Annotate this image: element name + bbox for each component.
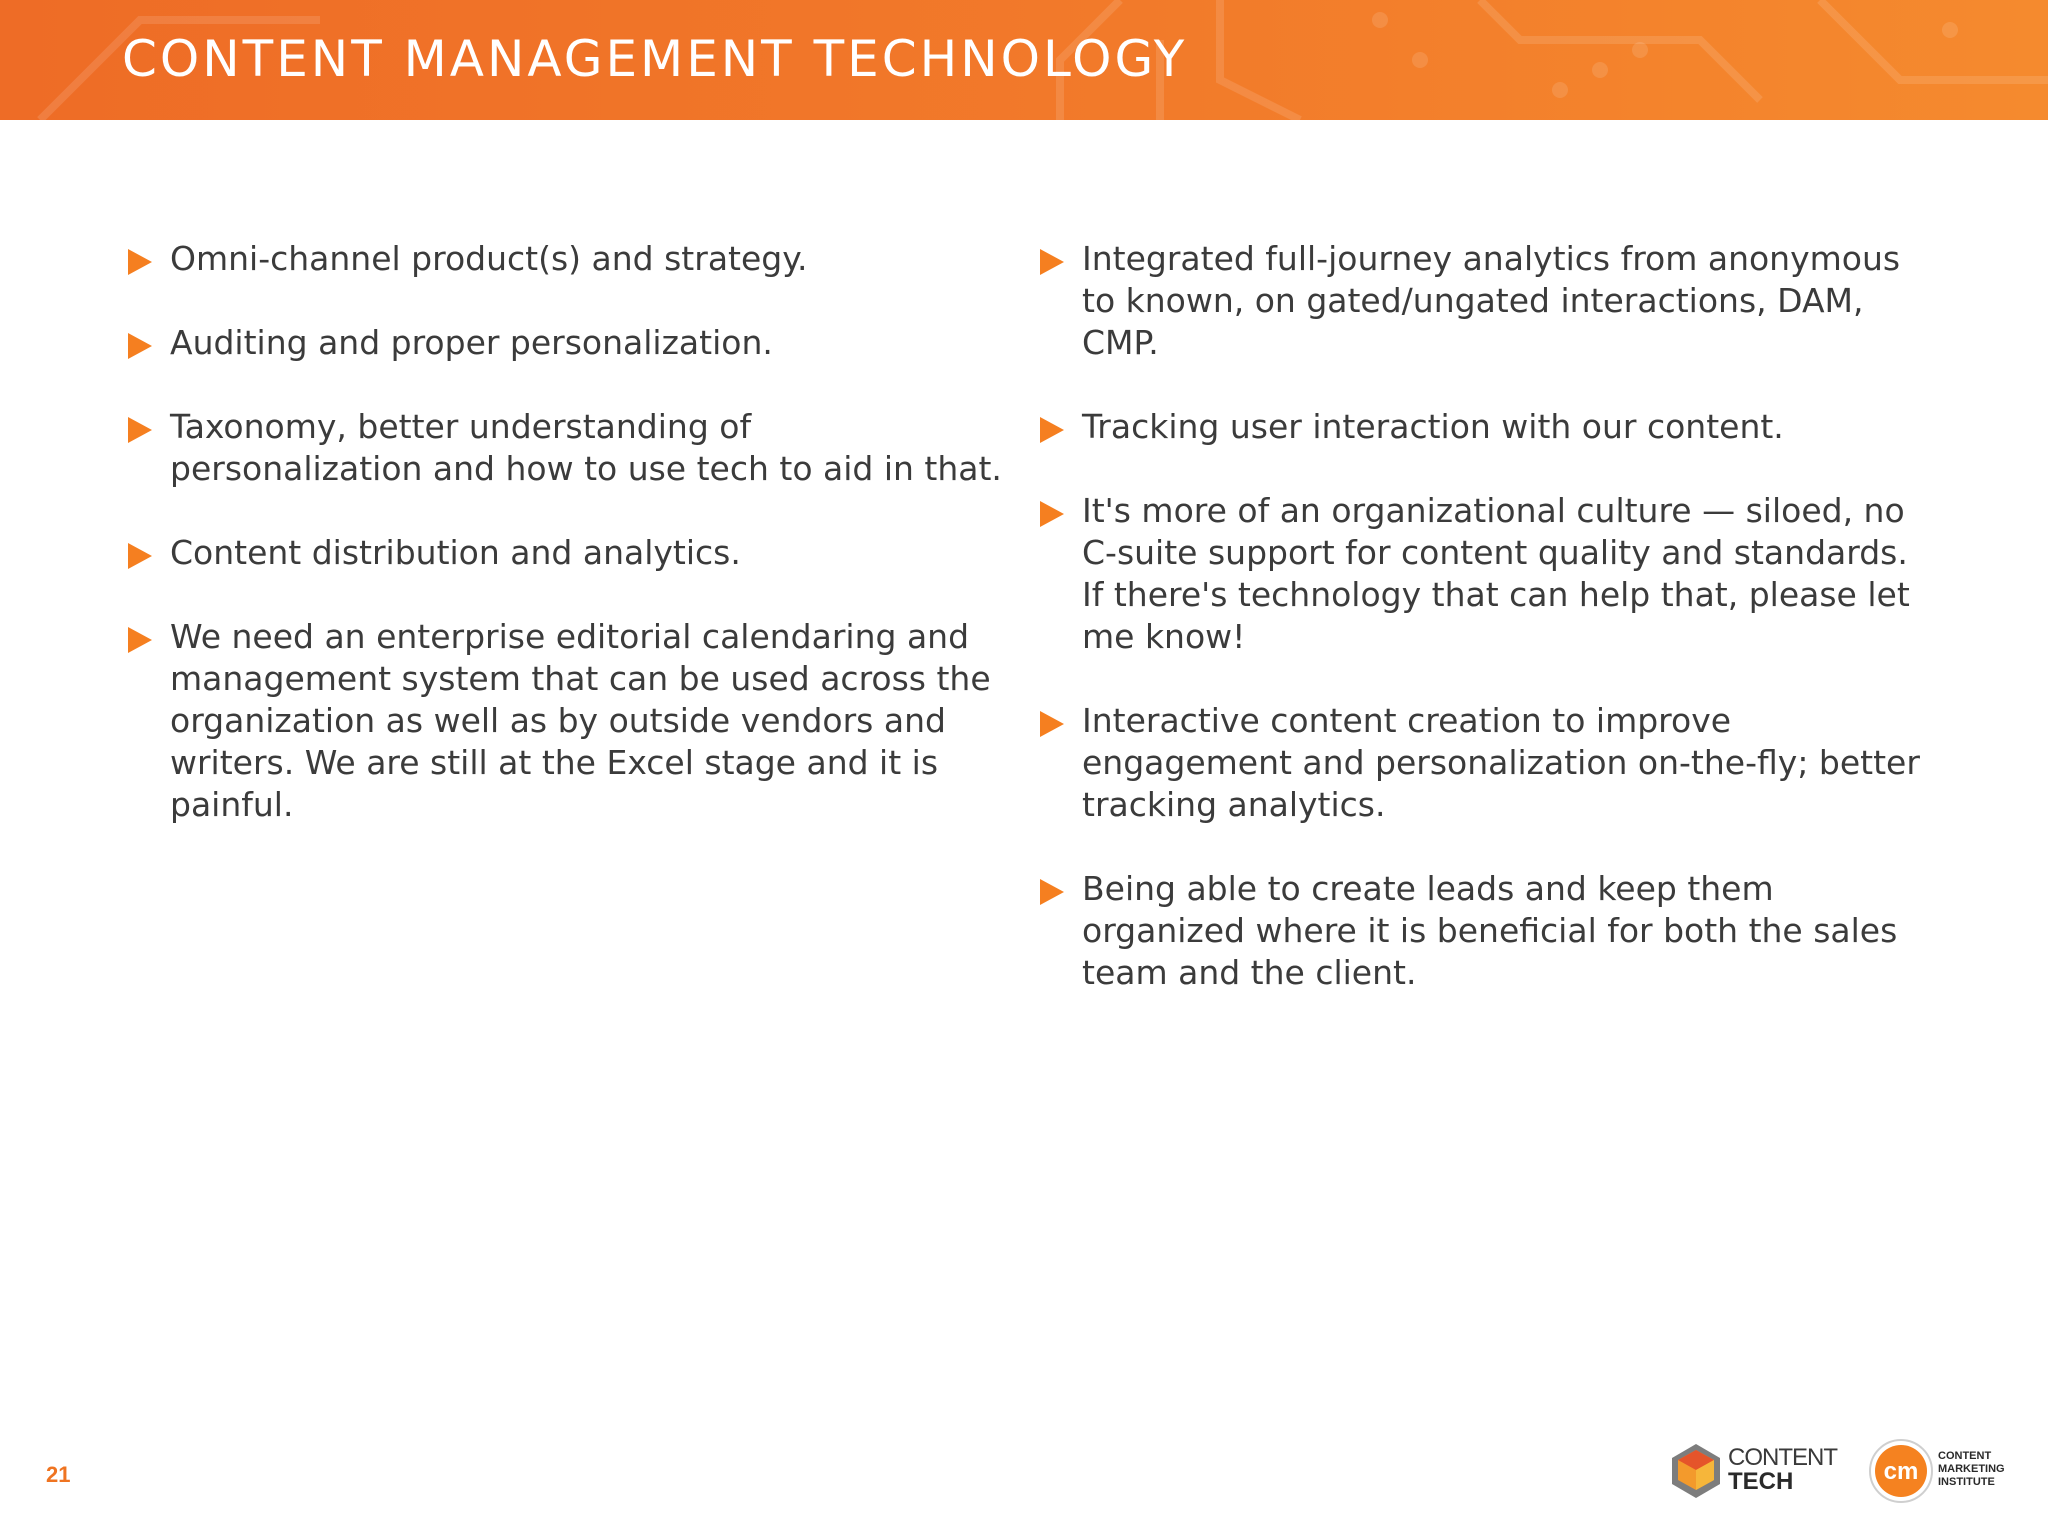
bullet-text: We need an enterprise editorial calendaring and management system that can be used across the organization as well as by outside vendors and writers. We are still at the Excel stage and it is painful. <box>170 617 991 824</box>
cmi-circle-logo-icon <box>1868 1438 1934 1504</box>
hexagon-logo-icon <box>1666 1440 1726 1500</box>
page-title: CONTENT MANAGEMENT TECHNOLOGY <box>122 30 1188 88</box>
bullet-text: Auditing and proper personalization. <box>170 323 773 362</box>
bullet-item <box>126 322 1006 364</box>
content-tech-logo <box>1666 1440 1846 1504</box>
bullet-triangle-icon <box>1040 501 1064 527</box>
right-bullet-column <box>1038 238 1938 1036</box>
bullet-triangle-icon <box>128 249 152 275</box>
page-number: 21 <box>46 1462 71 1487</box>
cmi-logo <box>1868 1438 2028 1508</box>
svg-text:cm: cm <box>1883 1458 1919 1485</box>
bullet-triangle-icon <box>1040 711 1064 737</box>
bullet-triangle-icon <box>1040 417 1064 443</box>
bullet-item <box>1038 700 1938 826</box>
bullet-text: Interactive content creation to improve engagement and personalization on-the-fly; better tracking analytics. <box>1082 701 1920 824</box>
left-bullet-column <box>126 238 1006 868</box>
bullet-item <box>126 616 1006 826</box>
bullet-item <box>126 406 1006 490</box>
cmi-line-2: MARKETING <box>1938 1463 2005 1475</box>
header-banner <box>0 0 2048 120</box>
bullet-triangle-icon <box>128 543 152 569</box>
logo-text-tech: TECH <box>1728 1468 1794 1495</box>
logo-text-content: CONTENT <box>1728 1444 1837 1471</box>
bullet-triangle-icon <box>128 417 152 443</box>
bullet-text: It's more of an organizational culture — siloed, no C-suite support for content quality and standards. If there's technology that can help that, please let me know! <box>1082 491 1910 656</box>
bullet-text: Taxonomy, better understanding of personalization and how to use tech to aid in that. <box>170 407 1002 488</box>
cmi-logo-text <box>1938 1450 2005 1489</box>
bullet-item <box>1038 868 1938 994</box>
bullet-item <box>1038 490 1938 658</box>
bullet-item <box>1038 238 1938 364</box>
bullet-text: Being able to create leads and keep them organized where it is beneficial for both the sales team and the client. <box>1082 869 1898 992</box>
bullet-text: Content distribution and analytics. <box>170 533 741 572</box>
bullet-text: Tracking user interaction with our content. <box>1082 407 1784 446</box>
bullet-triangle-icon <box>1040 249 1064 275</box>
bullet-triangle-icon <box>128 333 152 359</box>
bullet-text: Integrated full-journey analytics from anonymous to known, on gated/ungated interactions, DAM, CMP. <box>1082 239 1901 362</box>
bullet-triangle-icon <box>128 627 152 653</box>
cmi-line-1: CONTENT <box>1938 1450 1992 1462</box>
bullet-item <box>126 238 1006 280</box>
bullet-triangle-icon <box>1040 879 1064 905</box>
bullet-item <box>126 532 1006 574</box>
cmi-line-3: INSTITUTE <box>1938 1476 1995 1488</box>
bullet-item <box>1038 406 1938 448</box>
bullet-text: Omni-channel product(s) and strategy. <box>170 239 808 278</box>
